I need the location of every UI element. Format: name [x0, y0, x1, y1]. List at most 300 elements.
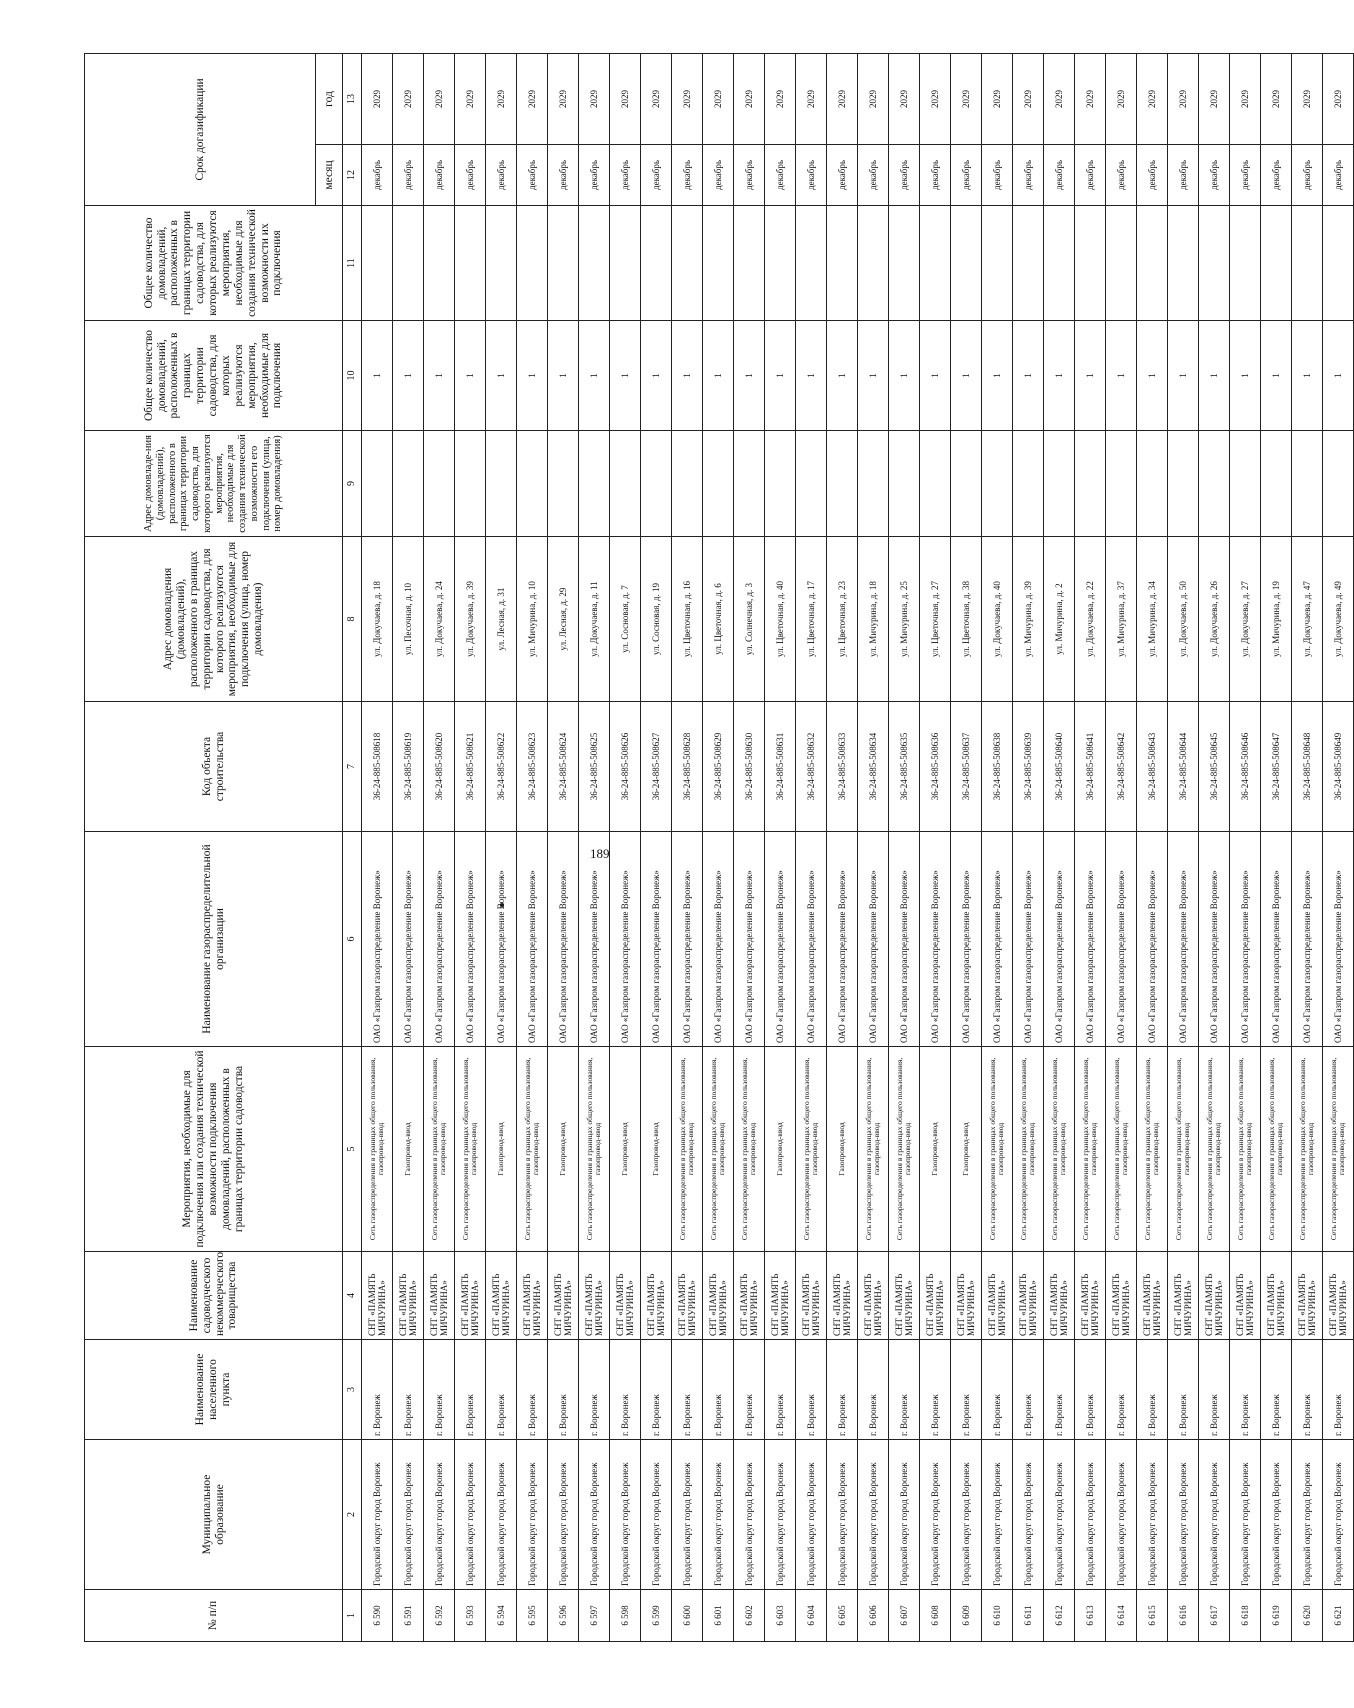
cell-count: 1: [951, 321, 982, 431]
cell-year: 2029: [982, 54, 1013, 145]
cell-count-tech: [703, 206, 734, 321]
cell-gas-org: ОАО «Газпром газораспределение Воронеж»: [920, 832, 951, 1047]
cell-settlement: г. Воронеж: [858, 1340, 889, 1440]
cell-gas-org: ОАО «Газпром газораспределение Воронеж»: [951, 832, 982, 1047]
cell-month: декабрь: [641, 145, 672, 206]
cell-year: 2029: [610, 54, 641, 145]
cell-year: 2029: [1106, 54, 1137, 145]
cell-year: 2029: [858, 54, 889, 145]
cell-code: 36-24-885-508620: [424, 702, 455, 832]
cell-measures: Сеть газораспределения в границах общего пользования, газопровод-ввод: [1199, 1047, 1230, 1252]
cell-count-tech: [1168, 206, 1199, 321]
cell-month: декабрь: [1168, 145, 1199, 206]
cell-address-tech: [1168, 431, 1199, 537]
cell-count: 1: [362, 321, 393, 431]
cell-gas-org: ОАО «Газпром газораспределение Воронеж»: [1199, 832, 1230, 1047]
cell-row-number: 6 604: [796, 1590, 827, 1642]
cell-year: 2029: [920, 54, 951, 145]
cell-gas-org: ОАО «Газпром газораспределение Воронеж»: [858, 832, 889, 1047]
cell-count: 1: [672, 321, 703, 431]
cell-address-tech: [517, 431, 548, 537]
cell-count-tech: [920, 206, 951, 321]
cell-address-tech: [486, 431, 517, 537]
cell-code: 36-24-885-508626: [610, 702, 641, 832]
cell-address: ул. Мичурина, д. 25: [889, 537, 920, 702]
cell-row-number: 6 605: [827, 1590, 858, 1642]
cell-year: 2029: [889, 54, 920, 145]
cell-measures: Газопровод-ввод: [641, 1047, 672, 1252]
header-code: Код объекта строительства: [85, 702, 343, 832]
cell-address: ул. Мичурина, д. 39: [1013, 537, 1044, 702]
cell-count: 1: [1106, 321, 1137, 431]
cell-year: 2029: [951, 54, 982, 145]
cell-snt: СНТ «ПАМЯТЬ МИЧУРИНА»: [641, 1252, 672, 1340]
cell-settlement: г. Воронеж: [393, 1340, 424, 1440]
cell-code: 36-24-885-508630: [734, 702, 765, 832]
cell-count: 1: [1292, 321, 1323, 431]
cell-snt: СНТ «ПАМЯТЬ МИЧУРИНА»: [517, 1252, 548, 1340]
cell-gas-org: ОАО «Газпром газораспределение Воронеж»: [1261, 832, 1292, 1047]
cell-settlement: г. Воронеж: [1168, 1340, 1199, 1440]
cell-code: 36-24-885-508633: [827, 702, 858, 832]
cell-year: 2029: [1323, 54, 1354, 145]
cell-address-tech: [703, 431, 734, 537]
cell-month: декабрь: [1013, 145, 1044, 206]
cell-month: декабрь: [486, 145, 517, 206]
cell-address-tech: [548, 431, 579, 537]
cell-measures: Сеть газораспределения в границах общего пользования, газопровод-ввод: [1230, 1047, 1261, 1252]
cell-address-tech: [1199, 431, 1230, 537]
cell-measures: Сеть газораспределения в границах общего пользования, газопровод-ввод: [1106, 1047, 1137, 1252]
cell-address-tech: [982, 431, 1013, 537]
cell-count-tech: [827, 206, 858, 321]
cell-address: ул. Докучаева, д. 47: [1292, 537, 1323, 702]
cell-municipality: Городской округ город Воронеж: [703, 1440, 734, 1590]
column-number: 10: [343, 321, 362, 431]
cell-gas-org: ОАО «Газпром газораспределение Воронеж»: [610, 832, 641, 1047]
cell-count: 1: [641, 321, 672, 431]
cell-settlement: г. Воронеж: [1106, 1340, 1137, 1440]
cell-address: ул. Докучаева, д. 40: [982, 537, 1013, 702]
cell-count-tech: [579, 206, 610, 321]
cell-gas-org: ОАО «Газпром газораспределение Воронеж»: [889, 832, 920, 1047]
cell-municipality: Городской округ город Воронеж: [1106, 1440, 1137, 1590]
cell-row-number: 6 593: [455, 1590, 486, 1642]
cell-gas-org: ОАО «Газпром газораспределение Воронеж»: [796, 832, 827, 1047]
cell-row-number: 6 619: [1261, 1590, 1292, 1642]
table-row: [1044, 54, 1075, 1642]
cell-row-number: 6 600: [672, 1590, 703, 1642]
cell-count-tech: [548, 206, 579, 321]
cell-settlement: г. Воронеж: [548, 1340, 579, 1440]
cell-code: 36-24-885-508629: [703, 702, 734, 832]
table-row: [1075, 54, 1106, 1642]
cell-month: декабрь: [734, 145, 765, 206]
table-row: [1323, 54, 1354, 1642]
cell-code: 36-24-885-508649: [1323, 702, 1354, 832]
cell-address: ул. Мичурина, д. 10: [517, 537, 548, 702]
cell-month: декабрь: [1044, 145, 1075, 206]
cell-count-tech: [517, 206, 548, 321]
cell-year: 2029: [1199, 54, 1230, 145]
cell-municipality: Городской округ город Воронеж: [455, 1440, 486, 1590]
column-number: 3: [343, 1340, 362, 1440]
cell-code: 36-24-885-508646: [1230, 702, 1261, 832]
cell-gas-org: ОАО «Газпром газораспределение Воронеж»: [517, 832, 548, 1047]
table-row: [393, 54, 424, 1642]
cell-gas-org: ОАО «Газпром газораспределение Воронеж»: [1044, 832, 1075, 1047]
cell-month: декабрь: [1137, 145, 1168, 206]
cell-gas-org: ОАО «Газпром газораспределение Воронеж»: [362, 832, 393, 1047]
cell-count: 1: [796, 321, 827, 431]
cell-month: декабрь: [1261, 145, 1292, 206]
table-row: [517, 54, 548, 1642]
column-number: 2: [343, 1440, 362, 1590]
cell-row-number: 6 607: [889, 1590, 920, 1642]
cell-month: декабрь: [1323, 145, 1354, 206]
cell-gas-org: ОАО «Газпром газораспределение Воронеж»: [424, 832, 455, 1047]
header-deadline: Срок догазификации: [85, 54, 316, 206]
cell-month: декабрь: [610, 145, 641, 206]
cell-settlement: г. Воронеж: [1261, 1340, 1292, 1440]
cell-measures: Сеть газораспределения в границах общего пользования, газопровод-ввод: [455, 1047, 486, 1252]
cell-code: 36-24-885-508643: [1137, 702, 1168, 832]
cell-municipality: Городской округ город Воронеж: [424, 1440, 455, 1590]
cell-month: декабрь: [1199, 145, 1230, 206]
cell-address-tech: [362, 431, 393, 537]
cell-code: 36-24-885-508635: [889, 702, 920, 832]
cell-settlement: г. Воронеж: [1230, 1340, 1261, 1440]
cell-gas-org: ОАО «Газпром газораспределение Воронеж»: [393, 832, 424, 1047]
cell-municipality: Городской округ город Воронеж: [920, 1440, 951, 1590]
cell-gas-org: ОАО «Газпром газораспределение Воронеж»: [486, 832, 517, 1047]
cell-settlement: г. Воронеж: [362, 1340, 393, 1440]
cell-address-tech: [765, 431, 796, 537]
cell-settlement: г. Воронеж: [672, 1340, 703, 1440]
cell-year: 2029: [579, 54, 610, 145]
cell-month: декабрь: [1075, 145, 1106, 206]
cell-address-tech: [734, 431, 765, 537]
cell-row-number: 6 590: [362, 1590, 393, 1642]
cell-month: декабрь: [858, 145, 889, 206]
cell-code: 36-24-885-508625: [579, 702, 610, 832]
cell-municipality: Городской округ город Воронеж: [517, 1440, 548, 1590]
cell-address: ул. Докучаева, д. 18: [362, 537, 393, 702]
table-row: [1168, 54, 1199, 1642]
cell-address: ул. Цветочная, д. 17: [796, 537, 827, 702]
table-row: [765, 54, 796, 1642]
cell-count-tech: [1075, 206, 1106, 321]
cell-address: ул. Цветочная, д. 16: [672, 537, 703, 702]
cell-month: декабрь: [579, 145, 610, 206]
cell-month: декабрь: [1292, 145, 1323, 206]
cell-measures: Сеть газораспределения в границах общего пользования, газопровод-ввод: [1323, 1047, 1354, 1252]
cell-municipality: Городской округ город Воронеж: [889, 1440, 920, 1590]
cell-count-tech: [455, 206, 486, 321]
cell-municipality: Городской округ город Воронеж: [362, 1440, 393, 1590]
cell-count-tech: [362, 206, 393, 321]
cell-year: 2029: [672, 54, 703, 145]
cell-address-tech: [1013, 431, 1044, 537]
table-row: [424, 54, 455, 1642]
cell-municipality: Городской округ город Воронеж: [1292, 1440, 1323, 1590]
cell-address: ул. Лесная, д. 29: [548, 537, 579, 702]
cell-row-number: 6 603: [765, 1590, 796, 1642]
cell-row-number: 6 595: [517, 1590, 548, 1642]
table-row: [1106, 54, 1137, 1642]
cell-gas-org: ОАО «Газпром газораспределение Воронеж»: [827, 832, 858, 1047]
cell-count-tech: [734, 206, 765, 321]
table-row: [486, 54, 517, 1642]
cell-count: 1: [424, 321, 455, 431]
cell-settlement: г. Воронеж: [827, 1340, 858, 1440]
cell-code: 36-24-885-508621: [455, 702, 486, 832]
cell-count: 1: [1168, 321, 1199, 431]
cell-row-number: 6 616: [1168, 1590, 1199, 1642]
cell-settlement: г. Воронеж: [1199, 1340, 1230, 1440]
cell-month: декабрь: [517, 145, 548, 206]
table-row: [734, 54, 765, 1642]
cell-code: 36-24-885-508622: [486, 702, 517, 832]
cell-address-tech: [1075, 431, 1106, 537]
table-row: [1230, 54, 1261, 1642]
table-row: [641, 54, 672, 1642]
header-measures: Мероприятия, необходимые для подключения или создания технической возможности подключения домовладений, расположенных в границах территории садоводства: [85, 1047, 343, 1252]
cell-year: 2029: [393, 54, 424, 145]
cell-address: ул. Докучаева, д. 22: [1075, 537, 1106, 702]
cell-year: 2029: [641, 54, 672, 145]
cell-municipality: Городской округ город Воронеж: [1137, 1440, 1168, 1590]
cell-count-tech: [1323, 206, 1354, 321]
page-number: 189: [590, 846, 610, 861]
cell-count: 1: [486, 321, 517, 431]
cell-settlement: г. Воронеж: [424, 1340, 455, 1440]
gasification-table: [84, 53, 1354, 1642]
cell-measures: Газопровод-ввод: [548, 1047, 579, 1252]
cell-settlement: г. Воронеж: [579, 1340, 610, 1440]
cell-address: ул. Солнечная, д. 3: [734, 537, 765, 702]
cell-code: 36-24-885-508647: [1261, 702, 1292, 832]
cell-measures: Газопровод-ввод: [393, 1047, 424, 1252]
column-number: 6: [343, 832, 362, 1047]
cell-address: ул. Докучаева, д. 11: [579, 537, 610, 702]
cell-row-number: 6 610: [982, 1590, 1013, 1642]
cell-year: 2029: [486, 54, 517, 145]
cell-code: 36-24-885-508636: [920, 702, 951, 832]
header-row: [85, 54, 316, 1642]
column-number: 12: [343, 145, 362, 206]
cell-measures: Сеть газораспределения в границах общего пользования, газопровод-ввод: [517, 1047, 548, 1252]
cell-code: 36-24-885-508628: [672, 702, 703, 832]
table-row: [610, 54, 641, 1642]
header-address-tech: Адрес домовладе-ния (домовладений), расположенного в границах территории садоводства, для которого реализуются мероприятия, необходимые для создания технической возможности его подключения (улица, номер домовладения): [85, 431, 343, 537]
cell-measures: Сеть газораспределения в границах общего пользования, газопровод-ввод: [982, 1047, 1013, 1252]
cell-gas-org: ОАО «Газпром газораспределение Воронеж»: [1230, 832, 1261, 1047]
cell-address: ул. Мичурина, д. 37: [1106, 537, 1137, 702]
cell-count-tech: [1261, 206, 1292, 321]
cell-month: декабрь: [796, 145, 827, 206]
cell-row-number: 6 614: [1106, 1590, 1137, 1642]
cell-year: 2029: [1168, 54, 1199, 145]
cell-settlement: г. Воронеж: [486, 1340, 517, 1440]
cell-measures: Газопровод-ввод: [610, 1047, 641, 1252]
cell-measures: Сеть газораспределения в границах общего пользования, газопровод-ввод: [889, 1047, 920, 1252]
cell-count: 1: [548, 321, 579, 431]
cell-address: ул. Докучаева, д. 39: [455, 537, 486, 702]
cell-municipality: Городской округ город Воронеж: [1230, 1440, 1261, 1590]
cell-snt: СНТ «ПАМЯТЬ МИЧУРИНА»: [796, 1252, 827, 1340]
cell-snt: СНТ «ПАМЯТЬ МИЧУРИНА»: [1013, 1252, 1044, 1340]
cell-snt: СНТ «ПАМЯТЬ МИЧУРИНА»: [827, 1252, 858, 1340]
cell-count-tech: [393, 206, 424, 321]
cell-row-number: 6 596: [548, 1590, 579, 1642]
table-row: [455, 54, 486, 1642]
cell-municipality: Городской округ город Воронеж: [1075, 1440, 1106, 1590]
cell-year: 2029: [796, 54, 827, 145]
cell-gas-org: ОАО «Газпром газораспределение Воронеж»: [734, 832, 765, 1047]
table-row: [920, 54, 951, 1642]
cell-count-tech: [1137, 206, 1168, 321]
cell-year: 2029: [827, 54, 858, 145]
cell-municipality: Городской округ город Воронеж: [982, 1440, 1013, 1590]
header-address: Адрес домовладения (домовладений), расположенного в границах территории садоводства, для которого реализуются мероприятия, необходимые для подключения (улица, номер домовладения): [85, 537, 343, 702]
cell-gas-org: ОАО «Газпром газораспределение Воронеж»: [1013, 832, 1044, 1047]
cell-month: декабрь: [1230, 145, 1261, 206]
cell-snt: СНТ «ПАМЯТЬ МИЧУРИНА»: [1230, 1252, 1261, 1340]
cell-code: 36-24-885-508623: [517, 702, 548, 832]
cell-count-tech: [424, 206, 455, 321]
cell-measures: Сеть газораспределения в границах общего пользования, газопровод-ввод: [1261, 1047, 1292, 1252]
table-row: [548, 54, 579, 1642]
cell-code: 36-24-885-508631: [765, 702, 796, 832]
cell-measures: Сеть газораспределения в границах общего пользования, газопровод-ввод: [1044, 1047, 1075, 1252]
cell-count: 1: [455, 321, 486, 431]
cell-settlement: г. Воронеж: [641, 1340, 672, 1440]
cell-count-tech: [858, 206, 889, 321]
cell-count: 1: [1075, 321, 1106, 431]
cell-address-tech: [827, 431, 858, 537]
cell-snt: СНТ «ПАМЯТЬ МИЧУРИНА»: [424, 1252, 455, 1340]
cell-year: 2029: [1075, 54, 1106, 145]
cell-count: 1: [920, 321, 951, 431]
cell-address-tech: [455, 431, 486, 537]
cell-measures: Газопровод-ввод: [486, 1047, 517, 1252]
cell-address-tech: [393, 431, 424, 537]
table-row: [889, 54, 920, 1642]
cell-count: 1: [1137, 321, 1168, 431]
cell-month: декабрь: [703, 145, 734, 206]
cell-count: 1: [1323, 321, 1354, 431]
cell-count-tech: [889, 206, 920, 321]
cell-settlement: г. Воронеж: [1323, 1340, 1354, 1440]
cell-year: 2029: [455, 54, 486, 145]
cell-municipality: Городской округ город Воронеж: [1013, 1440, 1044, 1590]
cell-measures: Сеть газораспределения в границах общего пользования, газопровод-ввод: [1075, 1047, 1106, 1252]
cell-measures: Сеть газораспределения в границах общего пользования, газопровод-ввод: [858, 1047, 889, 1252]
cell-count-tech: [1230, 206, 1261, 321]
cell-code: 36-24-885-508627: [641, 702, 672, 832]
cell-gas-org: ОАО «Газпром газораспределение Воронеж»: [672, 832, 703, 1047]
cell-settlement: г. Воронеж: [1292, 1340, 1323, 1440]
cell-address: ул. Песочная, д. 10: [393, 537, 424, 702]
cell-code: 36-24-885-508644: [1168, 702, 1199, 832]
cell-row-number: 6 612: [1044, 1590, 1075, 1642]
cell-snt: СНТ «ПАМЯТЬ МИЧУРИНА»: [858, 1252, 889, 1340]
cell-count: 1: [1199, 321, 1230, 431]
cell-measures: Сеть газораспределения в границах общего пользования, газопровод-ввод: [1292, 1047, 1323, 1252]
cell-month: декабрь: [889, 145, 920, 206]
cell-address: ул. Лесная, д. 31: [486, 537, 517, 702]
cell-address-tech: [1137, 431, 1168, 537]
cell-code: 36-24-885-508619: [393, 702, 424, 832]
cell-row-number: 6 592: [424, 1590, 455, 1642]
cell-settlement: г. Воронеж: [1013, 1340, 1044, 1440]
cell-gas-org: ОАО «Газпром газораспределение Воронеж»: [579, 832, 610, 1047]
cell-address-tech: [796, 431, 827, 537]
cell-month: декабрь: [827, 145, 858, 206]
cell-address-tech: [1292, 431, 1323, 537]
column-number: 1: [343, 1590, 362, 1642]
table-row: [796, 54, 827, 1642]
cell-address-tech: [889, 431, 920, 537]
table-row: [1292, 54, 1323, 1642]
cell-count: 1: [1013, 321, 1044, 431]
cell-snt: СНТ «ПАМЯТЬ МИЧУРИНА»: [765, 1252, 796, 1340]
table-body: [362, 54, 1354, 1642]
cell-snt: СНТ «ПАМЯТЬ МИЧУРИНА»: [920, 1252, 951, 1340]
cell-address: ул. Мичурина, д. 19: [1261, 537, 1292, 702]
cell-address-tech: [641, 431, 672, 537]
cell-row-number: 6 598: [610, 1590, 641, 1642]
cell-municipality: Городской округ город Воронеж: [1044, 1440, 1075, 1590]
cell-gas-org: ОАО «Газпром газораспределение Воронеж»: [548, 832, 579, 1047]
cell-snt: СНТ «ПАМЯТЬ МИЧУРИНА»: [672, 1252, 703, 1340]
header-num: № п/п: [85, 1590, 343, 1642]
cell-year: 2029: [1137, 54, 1168, 145]
cell-count: 1: [610, 321, 641, 431]
cell-row-number: 6 602: [734, 1590, 765, 1642]
cell-measures: Газопровод-ввод: [951, 1047, 982, 1252]
cell-row-number: 6 611: [1013, 1590, 1044, 1642]
cell-count: 1: [703, 321, 734, 431]
cell-count: 1: [1230, 321, 1261, 431]
cell-address: ул. Мичурина, д. 2: [1044, 537, 1075, 702]
column-number: 11: [343, 206, 362, 321]
cell-measures: Сеть газораспределения в границах общего пользования, газопровод-ввод: [1137, 1047, 1168, 1252]
cell-count: 1: [827, 321, 858, 431]
cell-code: 36-24-885-508618: [362, 702, 393, 832]
cell-month: декабрь: [951, 145, 982, 206]
cell-year: 2029: [1013, 54, 1044, 145]
cell-address: ул. Докучаева, д. 26: [1199, 537, 1230, 702]
cell-municipality: Городской округ город Воронеж: [1199, 1440, 1230, 1590]
cell-measures: Газопровод-ввод: [920, 1047, 951, 1252]
table-row: [1013, 54, 1044, 1642]
cell-measures: Сеть газораспределения в границах общего пользования, газопровод-ввод: [1013, 1047, 1044, 1252]
cell-settlement: г. Воронеж: [1075, 1340, 1106, 1440]
cell-measures: Сеть газораспределения в границах общего пользования, газопровод-ввод: [424, 1047, 455, 1252]
cell-year: 2029: [517, 54, 548, 145]
column-number-row: [343, 54, 362, 1642]
cell-settlement: г. Воронеж: [920, 1340, 951, 1440]
cell-settlement: г. Воронеж: [610, 1340, 641, 1440]
column-number: 5: [343, 1047, 362, 1252]
table-row: [1261, 54, 1292, 1642]
header-snt: Наименование садоводческого некоммерческого товарищества: [85, 1252, 343, 1340]
cell-row-number: 6 615: [1137, 1590, 1168, 1642]
cell-snt: СНТ «ПАМЯТЬ МИЧУРИНА»: [1106, 1252, 1137, 1340]
cell-address-tech: [1106, 431, 1137, 537]
